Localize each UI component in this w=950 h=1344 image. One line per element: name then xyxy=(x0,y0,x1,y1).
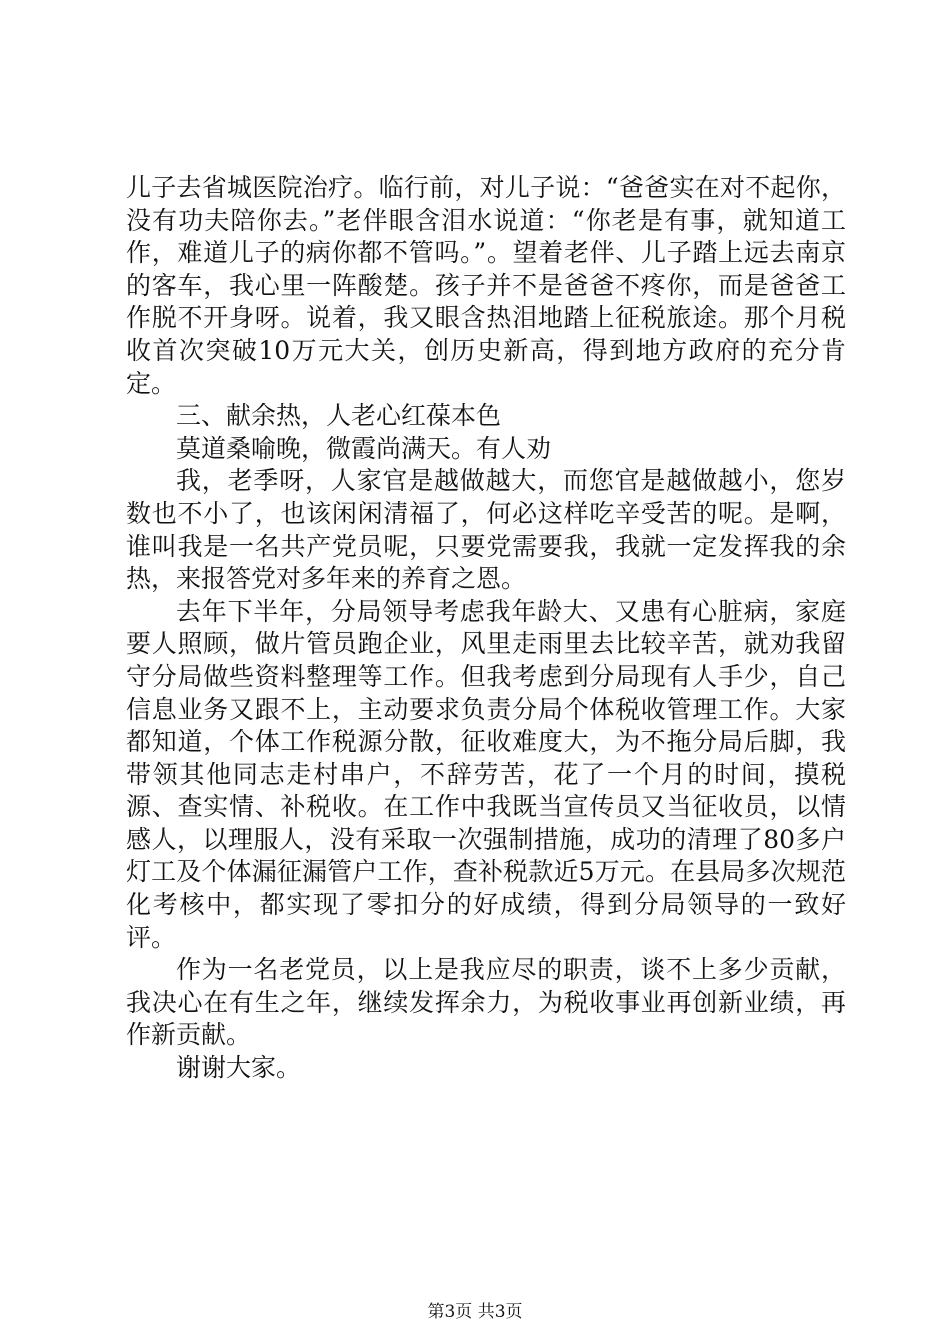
paragraph-1: 儿子去省城医院治疗。临行前，对儿子说：“爸爸实在对不起你，没有功夫陪你去。”老伴眼含泪水说道：“你老是有事，就知道工作，难道儿子的病你都不管吗。”。望着老伴、儿子踏上远去南京的客车，我心里一阵酸楚。孩子并不是爸爸不疼你，而是爸爸工作脱不开身呀。说着，我又眼含热泪地踏上征税旅途。那个月税收首次突破10万元大关，创历史新高，得到地方政府的充分肯定。 xyxy=(126,173,846,398)
document-body xyxy=(126,172,846,1085)
paragraph-4: 去年下半年，分局领导考虑我年龄大、又患有心脏病，家庭要人照顾，做片管员跑企业，风里走雨里去比较辛苦，就劝我留守分局做些资料整理等工作。但我考虑到分局现有人手少，自己信息业务又跟不上，主动要求负责分局个体税收管理工作。大家都知道，个体工作税源分散，征收难度大，为不拖分局后脚，我带领其他同志走村串户，不辞劳苦，花了一个月的时间，摸税源、查实情、补税收。在工作中我既当宣传员又当征收员，以情感人，以理服人，没有采取一次强制措施，成功的清理了80多户灯工及个体漏征漏管户工作，查补税款近5万元。在县局多次规范化考核中，都实现了零扣分的好成绩，得到分局领导的一致好评。 xyxy=(126,596,846,952)
section-heading: 三、献余热，人老心红葆本色 xyxy=(176,401,502,431)
closing-line: 谢谢大家。 xyxy=(176,1053,302,1083)
paragraph-2: 莫道桑喻晚，微霞尚满天。有人劝 xyxy=(176,433,552,463)
page-footer: 第3页 共3页 xyxy=(427,1302,523,1322)
paragraph-5: 作为一名老党员，以上是我应尽的职责，谈不上多少贡献，我决心在有生之年，继续发挥余力，为税收事业再创新业绩，再作新贡献。 xyxy=(126,955,846,1050)
paragraph-3: 我，老季呀，人家官是越做越大，而您官是越做越小，您岁数也不小了，也该闲闲清福了，何必这样吃辛受苦的呢。是啊，谁叫我是一名共产党员呢，只要党需要我，我就一定发挥我的余热，来报答党对多年来的养育之恩。 xyxy=(126,466,846,594)
